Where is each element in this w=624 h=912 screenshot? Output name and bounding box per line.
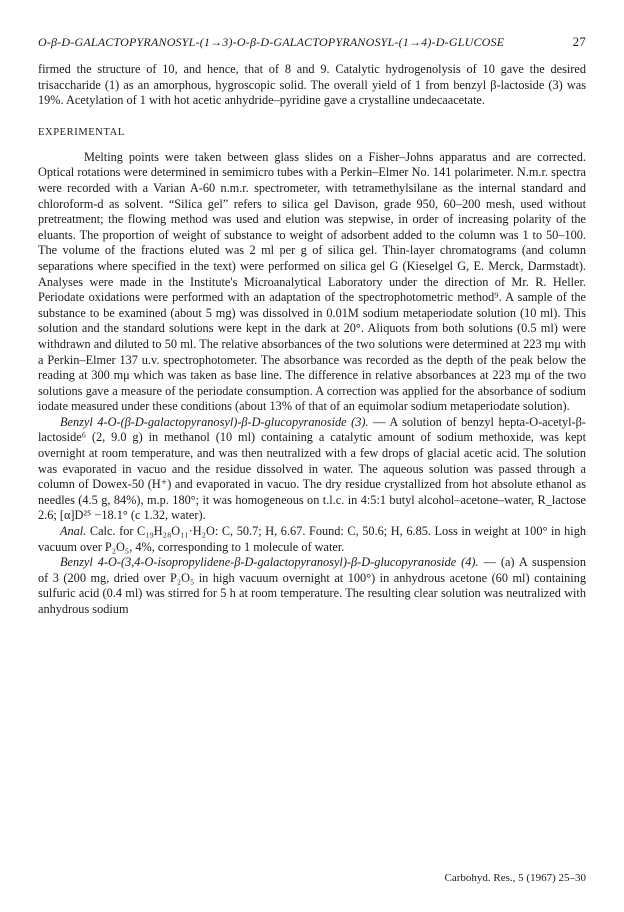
compound-4-title: Benzyl 4-O-(3,4-O-isopropylidene-β-D-galactopyranosyl)-β-D-glucopyranoside (4). xyxy=(60,555,479,570)
running-head-title: O-β-D-GALACTOPYRANOSYL-(1→3)-O-β-D-GALACTOPYRANOSYL-(1→4)-D-GLUCOSE xyxy=(38,35,505,49)
footer-volume: 5 (1967) 25–30 xyxy=(515,872,586,884)
footer-citation xyxy=(445,872,586,884)
general-methods-paragraph: Melting points were taken between glass slides on a Fisher–Johns apparatus and are corrected. Optical rotations were determined in semimicro tubes with a Perkin–Elmer No. 141 polarimeter. N.m.r. spectra were recorded with a Varian A-60 n.m.r. spectrometer, with tetramethylsilane as the internal standard and chloroform-d as solvent. “Silica gel” refers to silica gel Davison, grade 950, 60–200 mesh, used without pretreatment; the flowing method was used and elution was stepwise, in order of increasing polarity of the eluants. The proportion of weight of substance to weight of adsorbent added to the column was 1 to 50–100. The volume of the fractions eluted was 2 ml per g of silica gel. Thin-layer chromatograms (and column separations where specified in the text) were performed on silica gel G (Kieselgel G, E. Merck, Darmstadt). Analyses were made in the Institute's Microanalytical Laboratory under the direction of Mr. R. Heller. Periodate oxidations were performed with an adaptation of the spectrophotometric method⁹. A sample of the substance to be examined (about 5 mg) was dissolved in 0.01M sodium metaperiodate solution (10 ml). This solution and the standard solutions were kept in the dark at 20°. Aliquots from both solutions (0.5 ml) were withdrawn and diluted to 50 ml. The relative absorbances of the two solutions were determined at 223 mμ with a Perkin–Elmer 137 u.v. spectrophotometer. The absorbance was recorded as the depth of the peak below the reading at 300 mμ which was taken as base line. The difference in relative absorbances at 223 mμ of the two solutions gave a measure of the periodate consumption. A correction was applied for the absorbance of sodium iodate measured under these conditions (about 13% of that of an equimolar sodium metaperiodate solution). xyxy=(38,149,586,414)
analysis-paragraph xyxy=(38,524,586,555)
analysis-label: Anal. xyxy=(60,524,87,539)
section-heading-experimental: EXPERIMENTAL xyxy=(38,126,125,138)
journal-page xyxy=(38,34,586,884)
running-head xyxy=(38,34,586,52)
page-number: 27 xyxy=(572,34,586,49)
analysis-text: Calc. for C₁₉H₂₈O₁₁·H₂O: C, 50.7; H, 6.67. Found: C, 50.6; H, 6.85. Loss in weight at 100° in high vacuum over P₂O₅, 4%, corresponding to 1 molecule of water. xyxy=(38,524,586,554)
compound-4-text: — (a) A suspension of 3 (200 mg, dried over P₂O₅ in high vacuum overnight at 100°) in anhydrous acetone (60 ml) containing sulfuric acid (0.4 ml) was stirred for 5 h at room temperature. The resulting clear solution was neutralized with anhydrous sodium xyxy=(38,555,586,616)
compound-3-paragraph xyxy=(38,415,586,524)
footer-journal: Carbohyd. Res., xyxy=(444,872,516,884)
compound-4-paragraph xyxy=(38,555,586,617)
intro-paragraph: firmed the structure of 10, and hence, that of 8 and 9. Catalytic hydrogenolysis of 10 gave the desired trisaccharide (1) as an amorphous, hygroscopic solid. The overall yield of 1 from benzyl β-lactoside (3) was 19%. Acetylation of 1 with hot acetic anhydride–pyridine gave a crystalline undecaacetate. xyxy=(38,62,586,108)
compound-3-title: Benzyl 4-O-(β-D-galactopyranosyl)-β-D-glucopyranoside (3). xyxy=(60,414,369,429)
compound-3-text: — A solution of benzyl hepta-O-acetyl-β-lactoside⁶ (2, 9.0 g) in methanol (10 ml) containing a catalytic amount of sodium methoxide, was kept overnight at room temperature, and was then neutralized with a few drops of glacial acetic acid. The solution was evaporated in vacuo and the residue dissolved in water. The aqueous solution was passed through a column of Dowex-50 (H⁺) and evaporated in vacuo. The dry residue crystallized from hot absolute ethanol as needles (4.5 g, 84%), m.p. 180°; it was homogeneous on t.l.c. in 4:5:1 butyl alcohol–acetone–water, R_lactose 2.6; [α]D²⁵ −18.1° (c 1.32, water). xyxy=(38,414,586,523)
